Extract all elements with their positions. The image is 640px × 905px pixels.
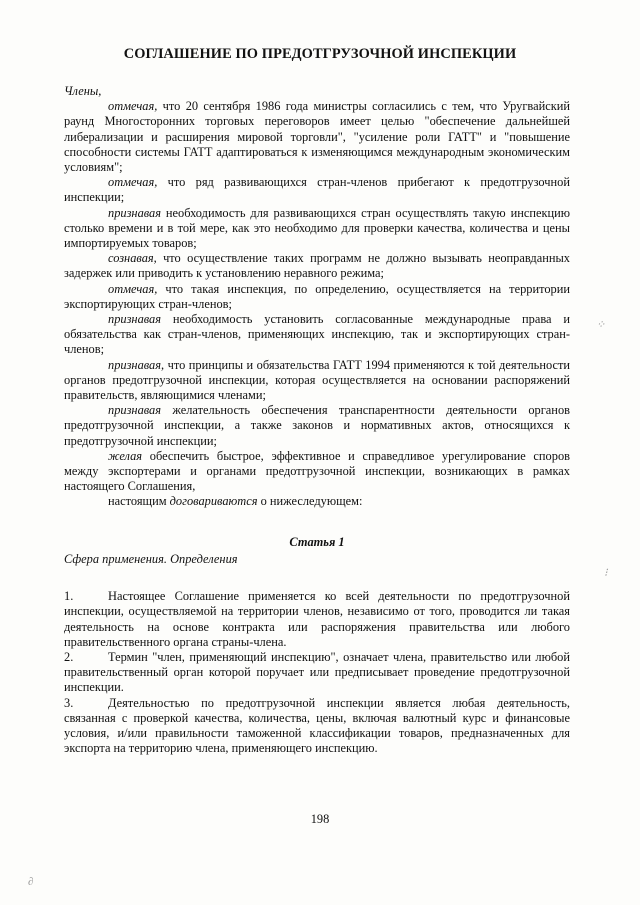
item-text: Деятельностью по предотгрузочной инспекции является любая деятельность, связанная с проверкой качества, количества, цены, включая валютный курс и финансовые условия, и/или правильности таможенной классификации товаров, предназначенных для экспорта на территорию члена, применяющего инспекцию. (64, 695, 570, 756)
preamble-keyword: сознавая, (108, 251, 157, 266)
preamble-paragraph (64, 449, 570, 495)
preamble-paragraph (64, 282, 570, 312)
preamble-keyword: отмечая, (108, 99, 158, 114)
agreement-keyword: договариваются (169, 494, 258, 509)
preamble-keyword: признавая (108, 403, 162, 418)
preamble-keyword: признавая (108, 312, 162, 327)
article-title: Статья 1 (289, 534, 345, 549)
article-item (64, 696, 570, 757)
item-text: Термин "член, применяющий инспекцию", означает члена, правительство или любой правительственный орган которой поручает или предписывает проведение предотгрузочной инспекции. (64, 649, 570, 695)
article-item (64, 650, 570, 696)
preamble-text: необходимость для развивающихся стран осуществлять такую инспекцию столько времени и в той мере, как это необходимо для проверки качества, количества и цены импортируемых товаров; (64, 205, 570, 251)
agreement-clause (64, 494, 570, 509)
document-body (64, 84, 570, 756)
preamble-keyword: отмечая, (108, 175, 158, 190)
preamble-text: что 20 сентября 1986 года министры согласились с тем, что Уругвайский раунд Многосторонних торговых переговоров имеет целью "обеспечение дальнейшей либерализации и расширения мировой торговли", "усиление роли ГАТТ" и "повышение способности системы ГАТТ адаптироваться к изменяющимся международным экономическим условиям"; (64, 99, 570, 175)
article-subtitle: Сфера применения. Определения (64, 551, 238, 566)
preamble-paragraph (64, 175, 570, 205)
agreement-post: о нижеследующем: (257, 494, 363, 509)
preamble-text: обеспечить быстрое, эффективное и справедливое урегулирование споров между экспортерами и органами предотгрузочной инспекции, возникающих в рамках настоящего Соглашения, (64, 448, 570, 494)
preamble-paragraph (64, 358, 570, 404)
preamble-text: желательность обеспечения транспарентности деятельности органов предотгрузочной инспекции, а также законов и нормативных актов, относящихся к предотгрузочной инспекции; (64, 403, 570, 448)
item-number: 1. (64, 589, 74, 604)
item-number: 3. (64, 695, 74, 710)
members-label: Члены, (64, 84, 102, 98)
preamble-paragraph (64, 206, 570, 252)
preamble-paragraph (64, 251, 570, 281)
item-number: 2. (64, 649, 74, 664)
item-text: Настоящее Соглашение применяется ко всей деятельности по предотгрузочной инспекции, осуществляемой на территории членов, независимо от того, проводится ли такая деятельность на основе контракта или распоряжения правительства или любого правительственного органа страны-члена. (64, 589, 570, 649)
preamble-text: что осуществление таких программ не должно вызывать неоправданных задержек или приводить к установлению неравного режима; (64, 251, 570, 281)
preamble-text: что ряд развивающихся стран-членов прибегают к предотгрузочной инспекции; (64, 175, 570, 205)
preamble-paragraph (64, 403, 570, 449)
preamble-keyword: отмечая, (108, 281, 158, 296)
preamble-keyword: признавая (108, 205, 162, 220)
preamble-keyword: признавая, (108, 357, 165, 372)
article-item (64, 589, 570, 650)
document-title: СОГЛАШЕНИЕ ПО ПРЕДОТГРУЗОЧНОЙ ИНСПЕКЦИИ (123, 46, 517, 62)
preamble-text: что принципы и обязательства ГАТТ 1994 применяются к той деятельности органов предотгрузочной инспекции, которая осуществляется на основании распоряжений правительств, являющимися членами; (64, 357, 570, 403)
preamble-keyword: желая (108, 448, 143, 463)
agreement-pre: настоящим (108, 494, 170, 509)
scan-mark: ⁘ (596, 319, 606, 331)
preamble-text: необходимость установить согласованные международные права и обязательства как стран-членов, применяющих инспекцию, так и экспортирующих стран-членов; (64, 312, 570, 357)
scan-mark: ⁝ (604, 567, 608, 579)
preamble-text: что такая инспекция, по определению, осуществляется на территории экспортирующих стран-членов; (64, 281, 570, 311)
preamble-paragraph (64, 312, 570, 358)
preamble-paragraph (64, 99, 570, 175)
page-number: 198 (310, 812, 330, 826)
scan-mark: ∂ (28, 876, 34, 888)
